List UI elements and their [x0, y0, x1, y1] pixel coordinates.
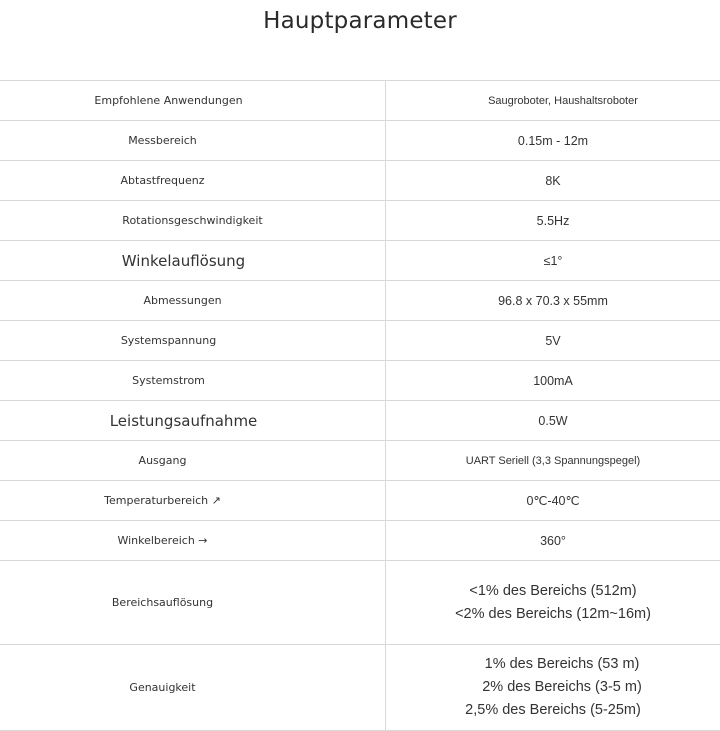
table-row [0, 81, 720, 121]
table-row [0, 561, 720, 645]
param-key: Bereichsauflösung [0, 561, 386, 645]
param-value [386, 561, 720, 645]
table-row [0, 441, 720, 481]
value-line: 1% des Bereichs (53 m) [386, 653, 720, 676]
value-line: 2,5% des Bereichs (5-25m) [386, 699, 720, 722]
page-title: Hauptparameter [0, 8, 720, 34]
param-value: 96.8 x 70.3 x 55mm [386, 281, 720, 321]
param-key: Abmessungen [0, 281, 386, 321]
param-key: Genauigkeit [0, 645, 386, 731]
param-key: Leistungsaufnahme [0, 401, 386, 441]
param-value: 360° [386, 521, 720, 561]
param-key: Messbereich [0, 121, 386, 161]
param-key: Winkelbereich → [0, 521, 386, 561]
param-value: 100mA [386, 361, 720, 401]
value-line: <1% des Bereichs (512m) [386, 580, 720, 603]
table-row [0, 645, 720, 731]
param-key: Systemspannung [0, 321, 386, 361]
table-row [0, 521, 720, 561]
param-value: ≤1° [386, 241, 720, 281]
param-value: 0℃-40℃ [386, 481, 720, 521]
table-row [0, 201, 720, 241]
param-key: Abtastfrequenz [0, 161, 386, 201]
table-row [0, 361, 720, 401]
param-value: 8K [386, 161, 720, 201]
table-row [0, 281, 720, 321]
table-row [0, 161, 720, 201]
param-key: Empfohlene Anwendungen [0, 81, 386, 121]
param-value: UART Seriell (3,3 Spannungspegel) [386, 441, 720, 481]
value-line: <2% des Bereichs (12m~16m) [386, 603, 720, 626]
param-value: 0.5W [386, 401, 720, 441]
table-row [0, 241, 720, 281]
table-row [0, 121, 720, 161]
table-row [0, 481, 720, 521]
param-key: Systemstrom [0, 361, 386, 401]
param-value: 5V [386, 321, 720, 361]
table-row [0, 401, 720, 441]
param-value: Saugroboter, Haushaltsroboter [386, 81, 720, 121]
param-key: Ausgang [0, 441, 386, 481]
param-value: 0.15m - 12m [386, 121, 720, 161]
param-key: Rotationsgeschwindigkeit [0, 201, 386, 241]
value-line: 2% des Bereichs (3-5 m) [386, 676, 720, 699]
param-value: 5.5Hz [386, 201, 720, 241]
param-value [386, 645, 720, 731]
param-key: Temperaturbereich ↗ [0, 481, 386, 521]
parameter-table [0, 80, 720, 731]
table-row [0, 321, 720, 361]
param-key: Winkelauflösung [0, 241, 386, 281]
